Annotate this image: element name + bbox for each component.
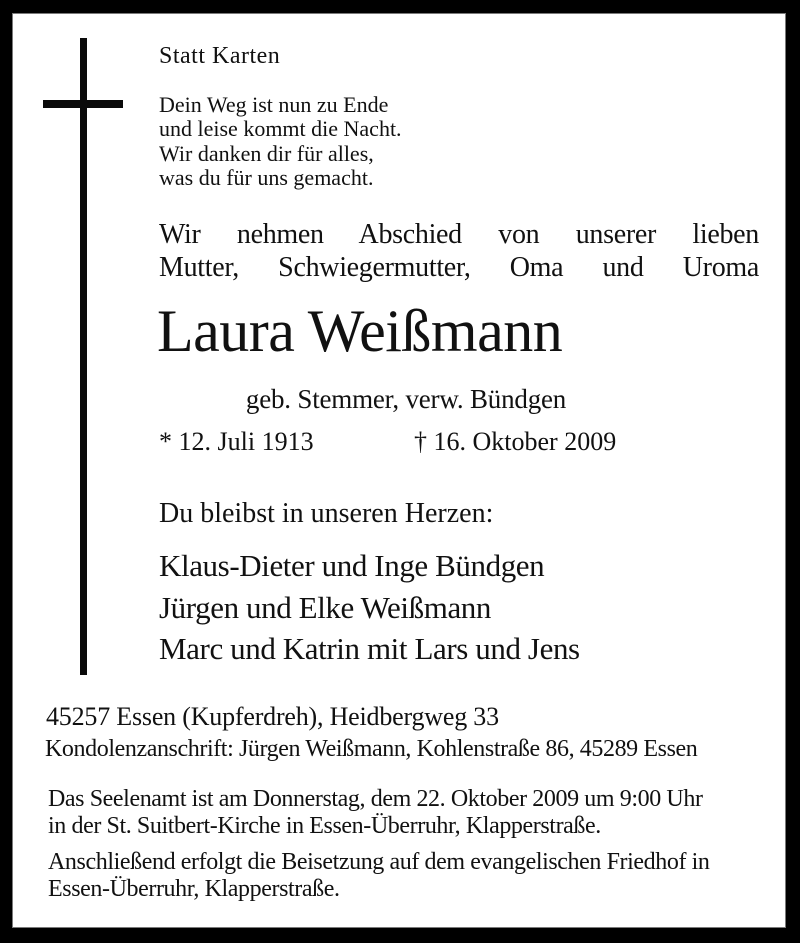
poem-line: und leise kommt die Nacht. [159,116,402,142]
burial-line: Anschließend erfolgt die Beisetzung auf dem evangelischen Friedhof in [48,849,710,875]
poem-line: Dein Weg ist nun zu Ende [159,92,389,117]
service-line: in der St. Suitbert-Kirche in Essen-Überruhr, Klapperstraße. [48,813,601,839]
death-date: † 16. Oktober 2009 [414,427,617,456]
burial-info [48,849,710,903]
mourner-line: Klaus-Dieter und Inge Bündgen [159,548,545,583]
burial-line: Essen-Überruhr, Klapperstraße. [48,876,340,902]
birth-date: * 12. Juli 1913 [159,427,314,456]
poem-line: Wir danken dir für alles, [159,140,374,166]
farewell-intro [159,218,759,284]
mourner-line: Marc und Katrin mit Lars und Jens [159,631,580,666]
mourner-line: Jürgen und Elke Weißmann [159,589,492,625]
service-line: Das Seelenamt ist am Donnerstag, dem 22. Oktober 2009 um 9:00 Uhr [48,786,703,812]
intro-line: Wir nehmen Abschied von unserer lieben [159,219,759,250]
condolence-address-line: Kondolenzanschrift: Jürgen Weißmann, Kohlenstraße 86, 45289 Essen [45,736,698,762]
intro-line: Mutter, Schwiegermutter, Oma und Uroma [159,252,759,283]
life-dates [159,427,616,457]
cross-vertical-bar [80,38,87,675]
mourners-list [159,545,580,670]
farewell-line: Du bleibst in unseren Herzen: [159,498,494,529]
memorial-poem [159,93,402,190]
statt-karten-label: Statt Karten [159,43,281,69]
address-line: 45257 Essen (Kupferdreh), Heidbergweg 33 [46,702,499,731]
service-info [48,786,703,840]
maiden-name-line: geb. Stemmer, verw. Bündgen [245,384,567,414]
notice-paper [12,13,786,928]
poem-line: was du für uns gemacht. [159,164,374,190]
cross-horizontal-bar [43,100,123,108]
deceased-name: Laura Weißmann [157,298,563,364]
